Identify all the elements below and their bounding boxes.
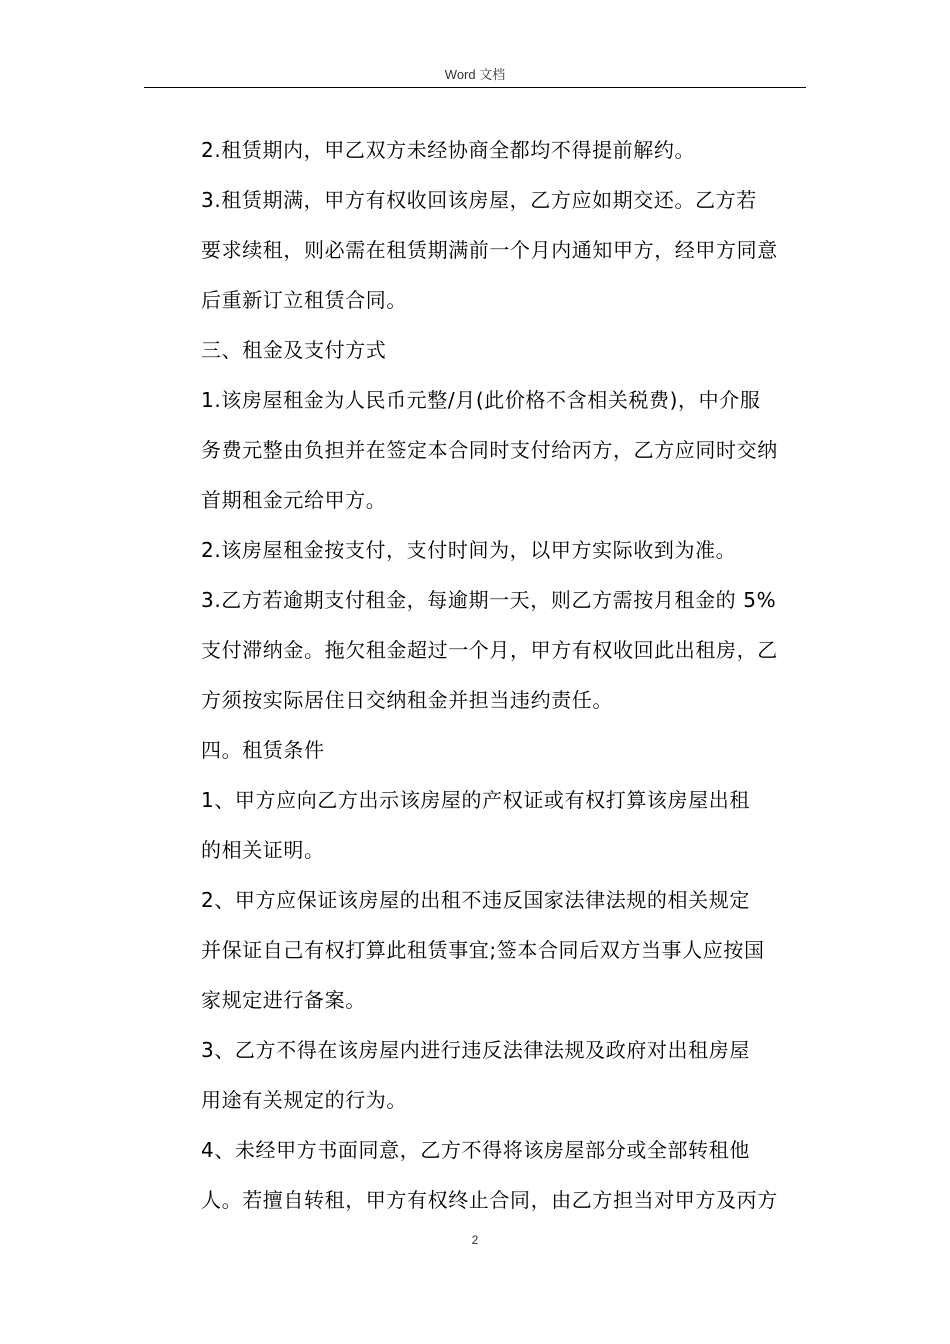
paragraph — [179, 1025, 809, 1125]
text-line: 方须按实际居住日交纳租金并担当违约责任。 — [201, 688, 613, 712]
paragraph — [179, 575, 809, 725]
text-line: 3、乙方不得在该房屋内进行违反法律法规及政府对出租房屋 — [201, 1038, 750, 1062]
text-line: 务费元整由负担并在签定本合同时支付给丙方，乙方应同时交纳 — [201, 438, 778, 462]
text-line: 并保证自己有权打算此租赁事宜;签本合同后双方当事人应按国 — [201, 938, 765, 962]
paragraph — [179, 375, 809, 525]
document-header-title: Word 文档 — [444, 67, 506, 82]
text-line: 2.该房屋租金按支付，支付时间为，以甲方实际收到为准。 — [201, 538, 737, 562]
paragraph — [179, 1125, 809, 1225]
text-line: 四。租赁条件 — [201, 738, 325, 762]
text-line: 4、未经甲方书面同意，乙方不得将该房屋部分或全部转租他 — [201, 1138, 750, 1162]
text-line: 3.乙方若逾期支付租金，每逾期一天，则乙方需按月租金的 5% — [201, 588, 777, 612]
text-line: 要求续租，则必需在租赁期满前一个月内通知甲方，经甲方同意 — [201, 238, 778, 262]
text-line: 三、租金及支付方式 — [201, 338, 387, 362]
text-line: 的相关证明。 — [201, 838, 325, 862]
paragraph — [179, 125, 809, 175]
paragraph — [179, 525, 809, 575]
text-line: 2.租赁期内，甲乙双方未经协商全都均不得提前解约。 — [201, 138, 696, 162]
text-line: 后重新订立租赁合同。 — [201, 288, 407, 312]
text-line: 用途有关规定的行为。 — [201, 1088, 407, 1112]
paragraph — [179, 875, 809, 1025]
paragraph — [179, 175, 809, 325]
text-line: 3.租赁期满，甲方有权收回该房屋，乙方应如期交还。乙方若 — [201, 188, 757, 212]
section-heading — [179, 325, 809, 375]
text-line: 人。若擅自转租，甲方有权终止合同，由乙方担当对甲方及丙方 — [201, 1188, 778, 1212]
text-line: 支付滞纳金。拖欠租金超过一个月，甲方有权收回此出租房，乙 — [201, 638, 778, 662]
text-line: 2、甲方应保证该房屋的出租不违反国家法律法规的相关规定 — [201, 888, 750, 912]
text-line: 家规定进行备案。 — [201, 988, 366, 1012]
text-line: 首期租金元给甲方。 — [201, 488, 387, 512]
document-body — [179, 125, 809, 1225]
paragraph — [179, 775, 809, 875]
text-line: 1、甲方应向乙方出示该房屋的产权证或有权打算该房屋出租 — [201, 788, 750, 812]
section-heading — [179, 725, 809, 775]
header-divider — [144, 87, 806, 88]
page-number: 2 — [471, 1233, 479, 1247]
text-line: 1.该房屋租金为人民币元整/月(此价格不含相关税费)，中介服 — [201, 388, 761, 412]
